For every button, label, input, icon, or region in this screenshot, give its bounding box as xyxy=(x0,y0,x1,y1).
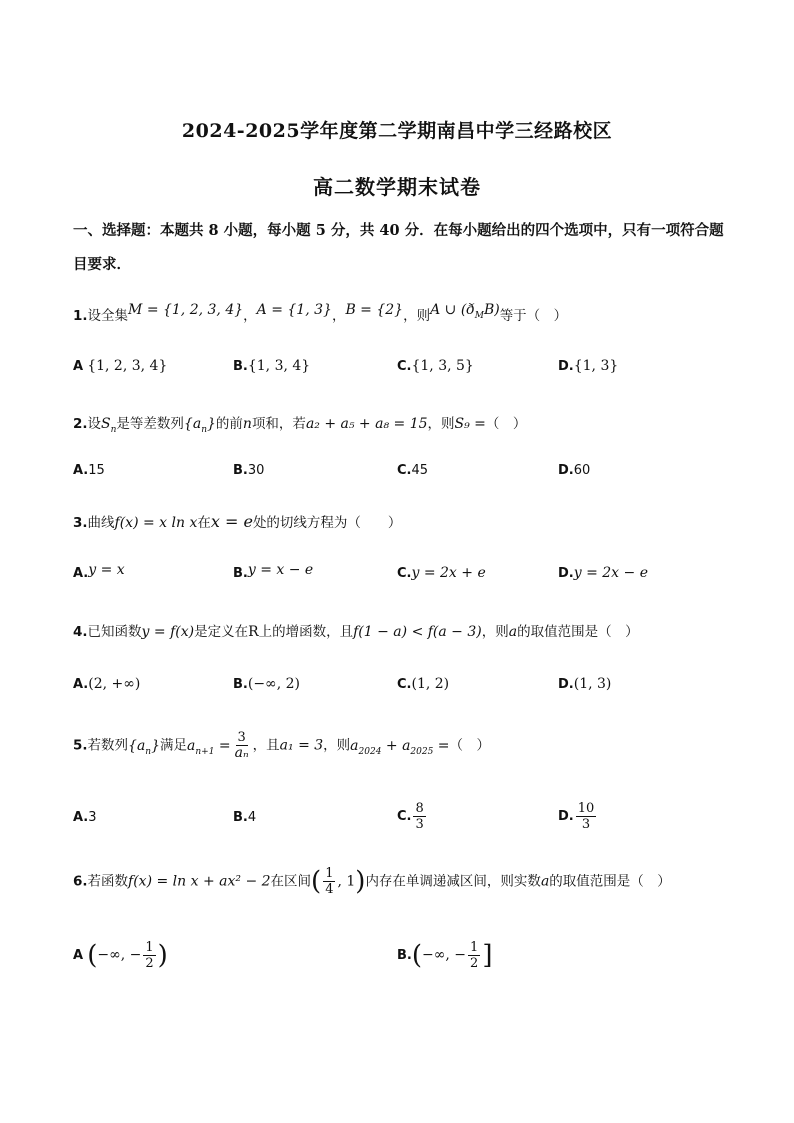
option-label: D. xyxy=(558,359,574,374)
fraction-denominator: 3 xyxy=(581,817,591,832)
option-value: (2, +∞) xyxy=(88,676,141,692)
option-label: D. xyxy=(558,463,574,478)
question-1-options xyxy=(73,358,733,384)
math-part: = xyxy=(218,737,231,754)
math-expression xyxy=(101,416,117,435)
math-part: B) xyxy=(483,302,500,318)
option-label: B. xyxy=(233,463,248,478)
option-label: B. xyxy=(233,677,248,692)
math-expression: f(1 − a) < f(a − 3) xyxy=(353,624,482,640)
option-value: y = 2x − e xyxy=(573,565,648,581)
question-text: 处的切线方程为（ ） xyxy=(252,515,402,531)
option-value: (1, 3) xyxy=(573,676,612,692)
right-paren: ) xyxy=(355,866,366,897)
option-a[interactable] xyxy=(73,463,105,478)
math-part: {a xyxy=(183,416,202,432)
option-value: {1, 2, 3, 4} xyxy=(87,358,168,374)
math-subscript: 2024 xyxy=(358,746,382,757)
question-2 xyxy=(73,412,733,435)
option-d[interactable] xyxy=(558,676,611,692)
math-expression: A = {1, 3} xyxy=(256,302,332,318)
question-3-options xyxy=(73,562,733,591)
fraction-denominator: 2 xyxy=(145,956,154,971)
question-number: 4. xyxy=(73,624,88,640)
math-part: a xyxy=(350,737,359,754)
option-d[interactable] xyxy=(558,801,598,832)
option-label: A. xyxy=(73,566,89,581)
option-label: D. xyxy=(558,809,574,824)
question-3 xyxy=(73,511,733,531)
fraction xyxy=(468,940,480,971)
math-expression xyxy=(350,737,450,757)
question-text: 若数列 xyxy=(87,737,129,754)
question-number: 1. xyxy=(73,308,88,324)
option-label: B. xyxy=(233,810,248,825)
option-d[interactable] xyxy=(558,463,590,478)
option-value: 45 xyxy=(411,463,429,478)
option-value: 60 xyxy=(573,463,591,478)
question-6-options xyxy=(73,940,733,980)
fraction xyxy=(413,801,425,832)
option-label: A xyxy=(73,359,84,374)
math-subscript: M xyxy=(474,310,484,321)
math-expression: f(x) = x ln x xyxy=(114,515,198,531)
math-expression xyxy=(128,737,161,757)
math-part: A ∪ (ð xyxy=(430,302,475,318)
option-b[interactable] xyxy=(233,463,264,478)
math-part: a xyxy=(187,737,196,754)
fraction-numerator: 1 xyxy=(145,940,154,955)
question-text: 设 xyxy=(87,416,102,432)
math-expression xyxy=(183,416,216,435)
question-1 xyxy=(73,304,733,327)
question-text: 项和，若 xyxy=(251,416,306,432)
question-text: 上的增函数，且 xyxy=(258,624,354,640)
question-number: 6. xyxy=(73,873,88,890)
option-label: A. xyxy=(73,677,89,692)
left-paren: ( xyxy=(411,940,423,971)
option-value: y = x − e xyxy=(247,562,314,578)
question-5 xyxy=(73,730,733,761)
option-c[interactable] xyxy=(397,676,449,692)
fraction xyxy=(233,730,251,761)
math-part: S xyxy=(101,416,111,432)
question-text: 是定义在 xyxy=(194,624,249,640)
option-a[interactable] xyxy=(73,562,125,581)
math-subscript: n+1 xyxy=(195,746,215,757)
option-c[interactable] xyxy=(397,801,428,832)
question-6 xyxy=(73,866,733,897)
math-subscript: 2025 xyxy=(410,746,434,757)
math-subscript: n xyxy=(201,424,207,435)
option-c[interactable] xyxy=(397,463,428,478)
math-part: {a xyxy=(128,737,146,754)
option-a[interactable] xyxy=(73,358,167,374)
option-value: (1, 2) xyxy=(411,676,450,692)
question-number: 2. xyxy=(73,416,88,432)
option-c[interactable] xyxy=(397,565,486,581)
option-a[interactable] xyxy=(73,676,140,692)
left-paren: ( xyxy=(311,866,322,897)
option-label: D. xyxy=(558,566,574,581)
question-text: ，则 xyxy=(323,737,351,754)
question-text: ，则 xyxy=(481,624,509,640)
interval-prefix: −∞, − xyxy=(97,947,142,963)
option-b[interactable] xyxy=(397,940,492,971)
question-text: ，则 xyxy=(427,416,455,432)
option-b[interactable] xyxy=(233,676,300,692)
option-label: C. xyxy=(397,463,412,478)
fraction-denominator: 4 xyxy=(325,882,334,897)
question-4-options xyxy=(73,676,733,702)
option-d[interactable] xyxy=(558,358,618,374)
math-expression: B = {2} xyxy=(345,302,404,318)
option-label: C. xyxy=(397,566,412,581)
question-text: 内存在单调递减区间，则实数 xyxy=(365,873,541,890)
option-value: y = 2x + e xyxy=(411,565,486,581)
option-label: A. xyxy=(73,810,89,825)
question-text: ，且 xyxy=(252,737,280,754)
math-part: } xyxy=(151,737,161,754)
math-expression: a xyxy=(508,624,518,640)
option-label: C. xyxy=(397,359,412,374)
question-text: 是等差数列 xyxy=(116,416,184,432)
option-value: (−∞, 2) xyxy=(247,676,300,692)
math-expression: R xyxy=(248,624,259,640)
question-text: 等于（ ） xyxy=(499,308,568,324)
fraction-numerator: 8 xyxy=(415,801,424,816)
question-text: ，则 xyxy=(403,308,431,324)
exam-title-line1: 2024-2025学年度第二学期南昌中学三经路校区 xyxy=(181,120,613,142)
option-label: B. xyxy=(397,948,412,963)
math-expression: S₉ = xyxy=(454,416,486,432)
option-value: y = x xyxy=(88,562,125,578)
question-number: 5. xyxy=(73,737,88,754)
fraction-numerator: 1 xyxy=(470,940,479,955)
option-value: 3 xyxy=(88,810,97,825)
right-bracket: ] xyxy=(482,940,493,971)
math-expression: M = {1, 2, 3, 4} xyxy=(128,302,244,318)
math-expression: f(x) = ln x + ax² − 2 xyxy=(128,873,271,890)
option-label: C. xyxy=(397,809,412,824)
math-part: = xyxy=(433,737,450,754)
question-2-options xyxy=(73,463,733,489)
option-label: C. xyxy=(397,677,412,692)
fraction xyxy=(143,940,155,971)
math-expression: n xyxy=(242,416,252,432)
question-text: 的取值范围是（ ） xyxy=(549,873,671,890)
fraction-numerator: 1 xyxy=(325,866,334,881)
option-label: B. xyxy=(233,359,248,374)
option-c[interactable] xyxy=(397,358,474,374)
fraction xyxy=(576,801,597,832)
option-label: B. xyxy=(233,566,248,581)
left-paren: ( xyxy=(87,940,98,971)
math-expression xyxy=(430,302,500,321)
fraction-numerator: 10 xyxy=(577,801,595,816)
option-label: D. xyxy=(558,677,574,692)
separator: ， xyxy=(243,308,257,324)
interval-prefix: −∞, − xyxy=(422,947,467,963)
math-expression: a₂ + a₅ + a₈ = 15 xyxy=(305,416,428,432)
fraction-denominator: 3 xyxy=(415,817,424,832)
option-label: A xyxy=(73,948,84,963)
question-text: 在区间 xyxy=(270,873,312,890)
question-5-options xyxy=(73,801,733,841)
question-number: 3. xyxy=(73,515,88,531)
math-subscript: n xyxy=(110,424,117,435)
question-text: 已知函数 xyxy=(87,624,142,640)
option-value: 15 xyxy=(88,463,105,478)
question-text: 设全集 xyxy=(87,308,129,324)
section-heading: 一、选择题：本题共 8 小题，每小题 5 分，共 40 分．在每小题给出的四个选项中，只有一项符合题目要求． xyxy=(73,222,724,273)
math-part: + a xyxy=(381,737,411,754)
math-expression: a xyxy=(540,873,550,890)
question-text: （ ） xyxy=(449,737,491,754)
right-paren: ) xyxy=(157,940,168,971)
math-expression: y = f(x) xyxy=(141,624,195,640)
interval-right: , 1 xyxy=(337,873,356,890)
question-text: 满足 xyxy=(160,737,188,754)
option-value: {1, 3, 5} xyxy=(411,358,474,374)
question-text: 在 xyxy=(197,515,211,531)
option-a[interactable] xyxy=(73,940,168,971)
math-part: } xyxy=(206,416,216,432)
exam-title-line2: 高二数学期末试卷 xyxy=(313,175,481,199)
fraction-denominator: aₙ xyxy=(234,745,249,761)
question-text: 曲线 xyxy=(87,515,115,531)
option-label: A. xyxy=(73,463,89,478)
math-expression: a₁ = 3 xyxy=(279,737,324,754)
option-a[interactable] xyxy=(73,810,97,825)
math-expression xyxy=(187,737,231,757)
question-text: 的前 xyxy=(215,416,243,432)
question-text: 若函数 xyxy=(87,873,129,890)
option-d[interactable] xyxy=(558,565,648,581)
fraction xyxy=(323,866,335,897)
question-text: （ ） xyxy=(485,416,527,432)
option-value: {1, 3, 4} xyxy=(247,358,311,374)
question-4 xyxy=(73,620,733,640)
math-expression: x = e xyxy=(210,512,253,531)
option-b[interactable] xyxy=(233,358,310,374)
option-value: 30 xyxy=(247,463,265,478)
option-value: {1, 3} xyxy=(573,358,619,374)
fraction-numerator: 3 xyxy=(237,730,246,745)
option-b[interactable] xyxy=(233,562,314,581)
option-b[interactable] xyxy=(233,810,256,825)
question-text: 的取值范围是（ ） xyxy=(517,624,639,640)
math-subscript: n xyxy=(145,746,152,757)
option-value: 4 xyxy=(247,810,257,825)
fraction-denominator: 2 xyxy=(470,956,479,971)
separator: ， xyxy=(331,308,346,324)
